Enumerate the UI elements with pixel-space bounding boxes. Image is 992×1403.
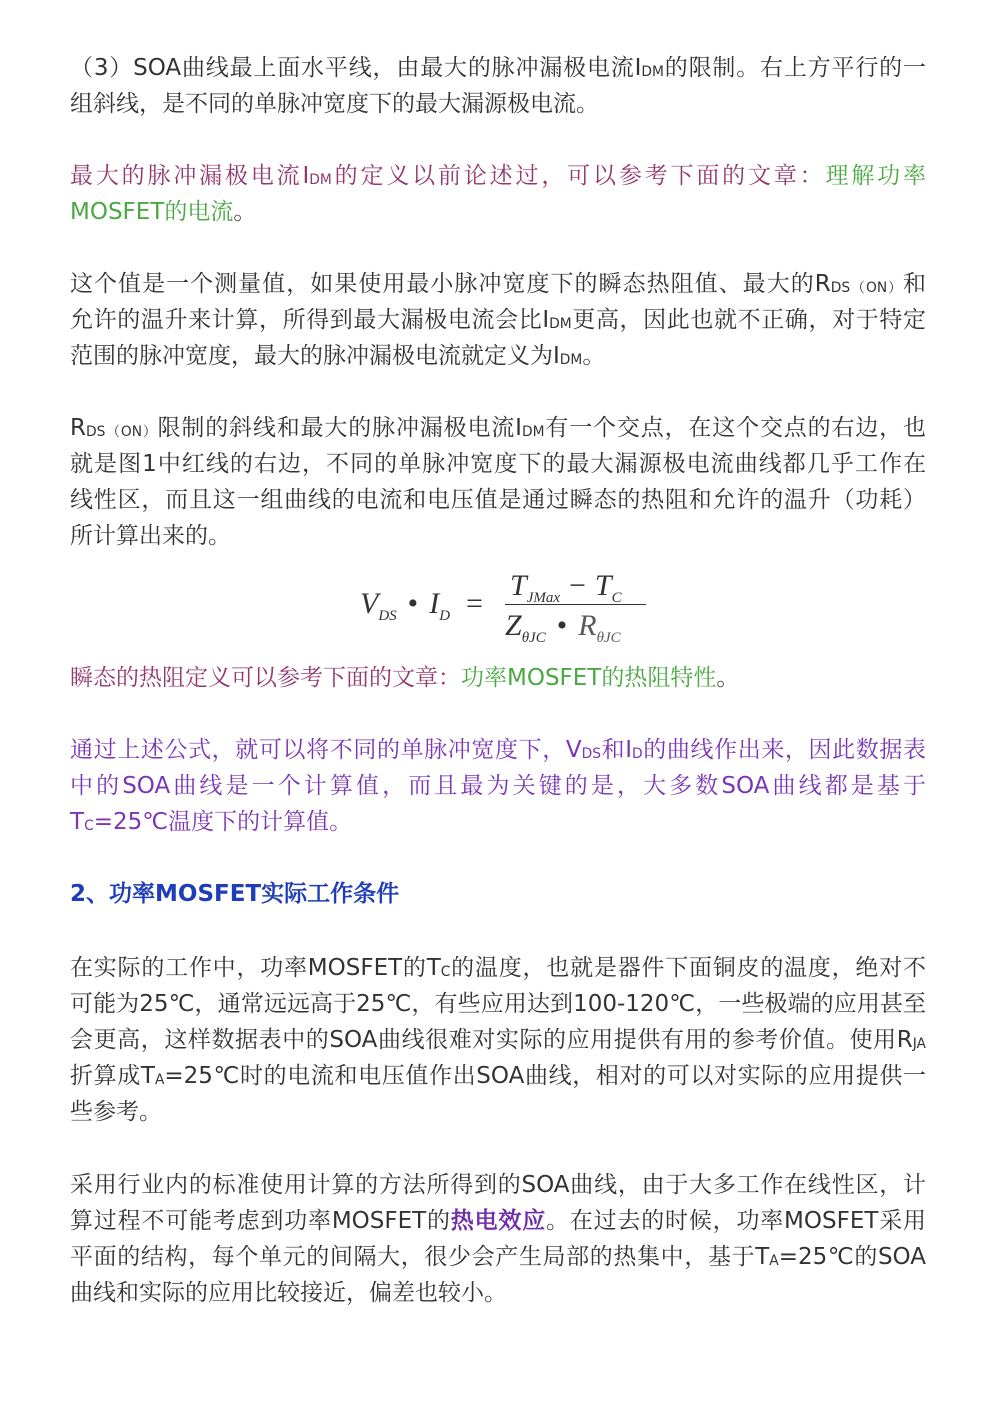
- text-run: 的限制。右上方平行的一: [663, 55, 927, 81]
- fraction-numerator: [510, 571, 622, 606]
- text-run: 线性区，而且这一组曲线的电流和电压值是通过瞬态的热阻和允许的温升（功耗）: [70, 487, 926, 513]
- text-run: （3）SOA曲线最上面水平线，由最大的脉冲漏极电流I: [70, 55, 642, 81]
- text-run: 可能为25℃，通常远远高于25℃，有些应用达到100-120℃，一些极端的应用甚至: [70, 991, 926, 1017]
- text-run: 些参考。: [70, 1099, 162, 1125]
- subscript: A: [154, 1071, 165, 1088]
- subscript: C: [440, 963, 451, 980]
- text-run: 更高，因此也就不正确，对于特定: [571, 307, 926, 333]
- paragraph-industry-standard: [70, 1167, 926, 1311]
- text-run: =25℃温度下的计算值。: [93, 809, 353, 835]
- paragraph-idm-reference: [70, 158, 926, 230]
- text-run: 采用行业内的标准使用计算的方法所得到的SOA曲线，由于大多工作在线性区，计: [70, 1172, 926, 1198]
- text-line: [70, 158, 926, 194]
- subscript: A: [769, 1252, 779, 1269]
- text-line: [70, 446, 926, 482]
- text-run: 允许的温升来计算，所得到最大漏极电流会比I: [70, 307, 550, 333]
- text-line: [70, 660, 926, 696]
- text-run: 算过程不可能考虑到功率MOSFET的: [70, 1208, 451, 1234]
- subscript: DS（ON）: [830, 279, 904, 296]
- text-run: 曲线和实际的应用比较接近，偏差也较小。: [70, 1280, 507, 1306]
- formula-left-side: [360, 589, 483, 624]
- text-run: 折算成T: [70, 1063, 155, 1089]
- text-run: 通过上述公式，就可以将不同的单脉冲宽度下，V: [70, 737, 582, 763]
- subscript: DM: [521, 423, 545, 440]
- formula-variable-t: T: [594, 569, 612, 602]
- paragraph-measured-value: [70, 266, 926, 374]
- text-line: [70, 1239, 926, 1275]
- paragraph-actual-conditions: [70, 950, 926, 1130]
- text-line: [70, 86, 926, 122]
- text-line: [70, 732, 926, 768]
- text-run: 瞬态的热阻定义可以参考下面的文章：: [70, 665, 461, 691]
- article-link[interactable]: 功率MOSFET的热阻特性: [461, 665, 717, 691]
- paragraph-intersection: [70, 410, 926, 554]
- formula-subscript-c: C: [611, 590, 622, 606]
- text-run: 的定义以前论述过，可以参考下面的文章：: [331, 163, 826, 189]
- text-run: 平面的结构，每个单元的间隔大，很少会产生局部的热集中，基于T: [70, 1244, 770, 1270]
- text-line: [70, 266, 926, 302]
- fraction-denominator: [505, 611, 621, 646]
- text-run: 中的SOA曲线是一个计算值，而且最为关键的是，大多数SOA曲线都是基于: [70, 773, 926, 799]
- text-run: 这个值是一个测量值，如果使用最小脉冲宽度下的瞬态热阻值、最大的R: [70, 271, 831, 297]
- formula-subscript-theta-jc: θJC: [521, 630, 546, 646]
- text-line: [70, 1203, 926, 1239]
- text-line: [70, 986, 926, 1022]
- formula-variable-z: Z: [505, 609, 522, 642]
- formula-variable-r: R: [578, 609, 597, 642]
- subscript: DM: [549, 315, 572, 332]
- paragraph-formula-conclusion: [70, 732, 926, 840]
- formula-subscript-jmax: JMax: [526, 590, 560, 606]
- paragraph-thermal-reference: [70, 660, 926, 696]
- article-link[interactable]: 理解功率: [825, 163, 927, 189]
- text-line: [70, 1167, 926, 1203]
- text-run: T: [70, 809, 85, 835]
- subscript: DM: [641, 63, 664, 80]
- formula-subscript-theta-jc: θJC: [596, 630, 621, 646]
- formula-variable-i: I: [429, 587, 440, 620]
- text-run: 限制的斜线和最大的脉冲漏极电流I: [157, 415, 522, 441]
- text-run: 就是图1中红线的右边，不同的单脉冲宽度下的最大漏源极电流曲线都几乎工作在: [70, 451, 926, 477]
- subscript: JA: [912, 1035, 926, 1052]
- text-run: 组斜线，是不同的单脉冲宽度下的最大漏源极电流。: [70, 91, 599, 117]
- text-run: =25℃的SOA: [778, 1244, 926, 1270]
- formula-dot-operator: •: [407, 587, 419, 620]
- formula-variable-v: V: [360, 587, 379, 620]
- subscript: DS: [581, 745, 601, 762]
- text-run: 。在过去的时候，功率MOSFET采用: [546, 1208, 927, 1234]
- text-run: 。: [582, 343, 606, 369]
- punctuation: 。: [716, 665, 740, 691]
- subscript: DS（ON）: [85, 423, 158, 440]
- text-run: 的曲线作出来，因此数据表: [642, 737, 926, 763]
- text-run: 会更高，这样数据表中的SOA曲线很难对实际的应用提供有用的参考价值。使用R: [70, 1027, 913, 1053]
- section-heading: 2、功率MOSFET实际工作条件: [70, 881, 400, 907]
- text-run: R: [70, 415, 86, 441]
- text-run: 范围的脉冲宽度，最大的脉冲漏极电流就定义为I: [70, 343, 560, 369]
- text-line: [70, 518, 926, 554]
- paragraph-soa-top-line: [70, 50, 926, 122]
- text-line: [70, 1275, 926, 1311]
- punctuation: 。: [233, 199, 257, 225]
- text-line: [70, 768, 926, 804]
- text-line: [70, 1058, 926, 1094]
- text-line: [70, 804, 926, 840]
- subscript: DM: [559, 351, 583, 368]
- text-run: 在实际的工作中，功率MOSFET的T: [70, 955, 441, 981]
- subscript: DM: [309, 171, 332, 188]
- formula-subscript-ds: DS: [378, 608, 397, 624]
- subscript: C: [84, 817, 94, 834]
- text-run: =25℃时的电流和电压值作出SOA曲线，相对的可以对实际的应用提供一: [164, 1063, 926, 1089]
- text-run: 和: [903, 271, 927, 297]
- formula-variable-t: T: [510, 569, 527, 602]
- formula-dot-operator: •: [556, 609, 568, 642]
- text-line: [70, 338, 926, 374]
- text-line: [70, 302, 926, 338]
- formula-minus-operator: −: [569, 569, 586, 602]
- article-link[interactable]: MOSFET的电流: [70, 199, 234, 225]
- emphasis-text: 热电效应: [450, 1208, 547, 1234]
- text-line: [70, 482, 926, 518]
- text-run: 有一个交点，在这个交点的右边，也: [544, 415, 926, 441]
- fraction-bar: [505, 604, 646, 605]
- text-run: 所计算出来的。: [70, 523, 231, 549]
- text-line: [70, 194, 926, 230]
- text-line: [70, 410, 926, 446]
- text-line: [70, 1094, 926, 1130]
- subscript: D: [632, 745, 643, 762]
- text-run: 的温度，也就是器件下面铜皮的温度，绝对不: [450, 955, 926, 981]
- formula-subscript-d: D: [439, 608, 451, 624]
- power-formula: [70, 554, 926, 660]
- formula-equals-sign: =: [466, 587, 483, 620]
- text-run: 最大的脉冲漏极电流I: [70, 163, 310, 189]
- text-line: [70, 50, 926, 86]
- text-line: [70, 950, 926, 986]
- text-line: [70, 1022, 926, 1058]
- text-run: 和I: [601, 737, 633, 763]
